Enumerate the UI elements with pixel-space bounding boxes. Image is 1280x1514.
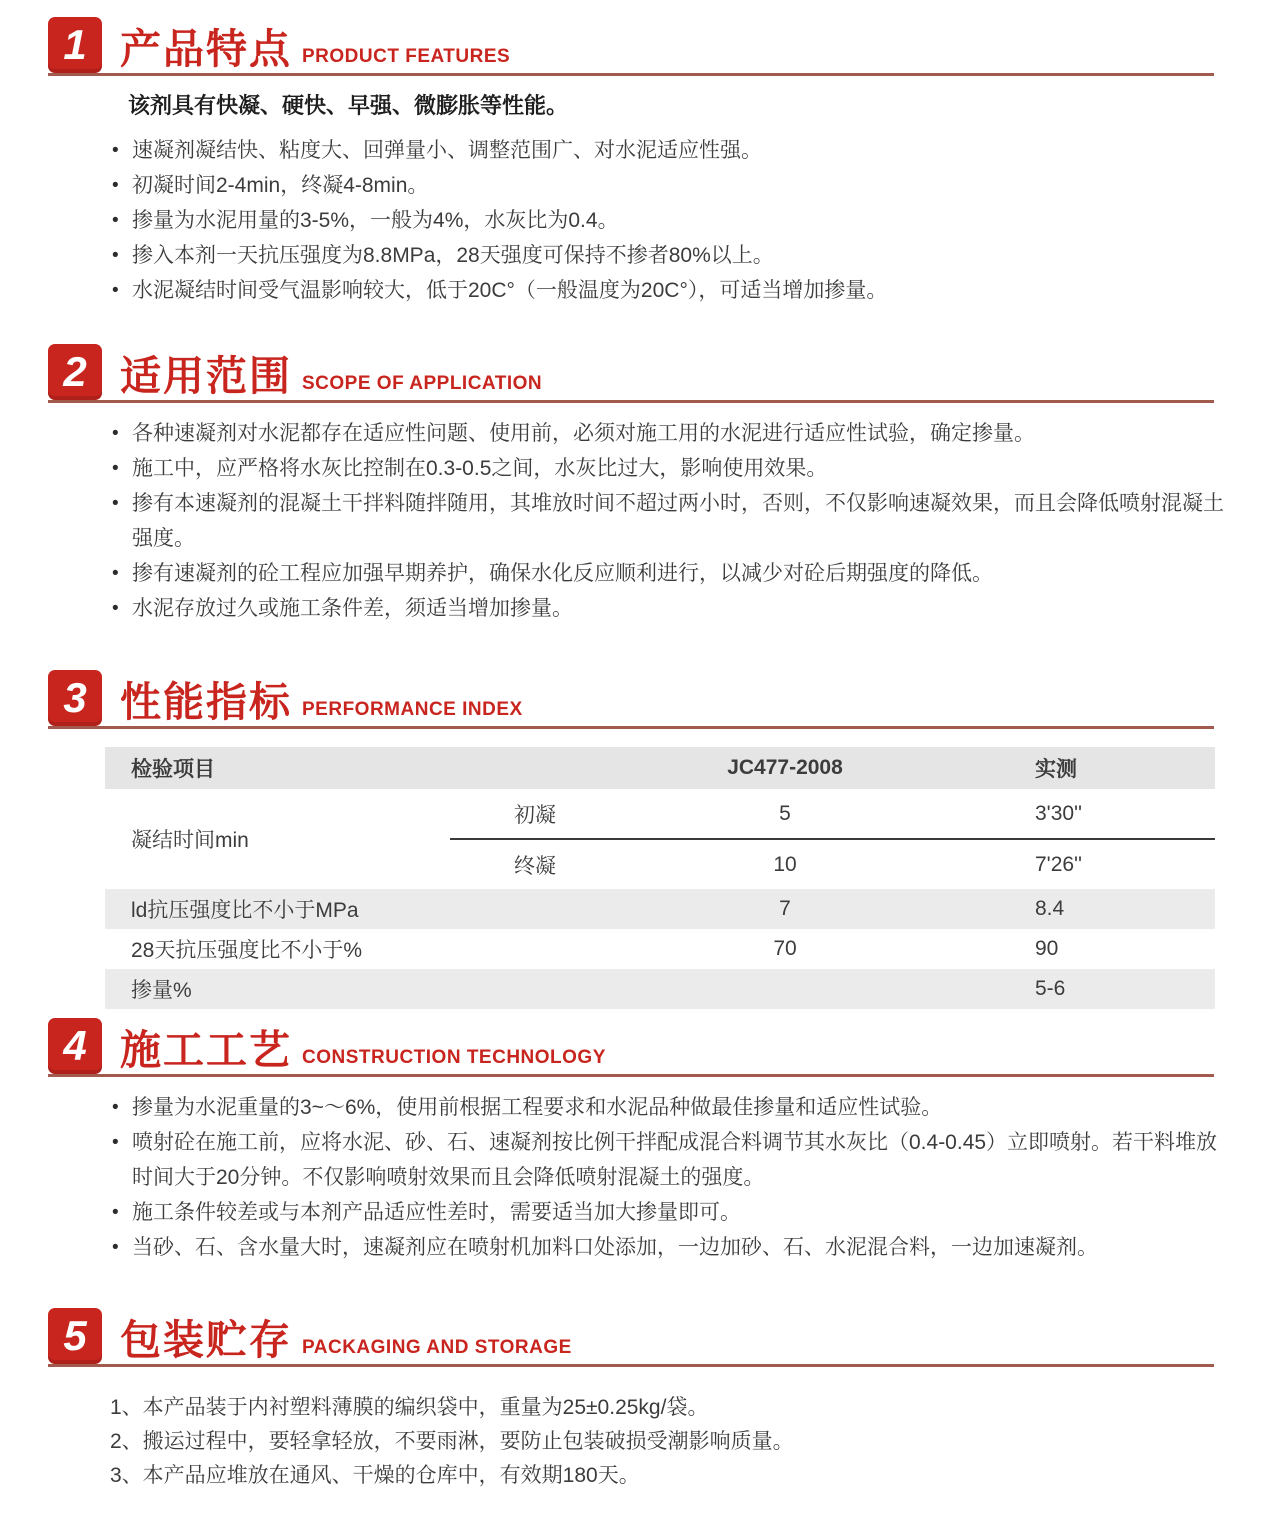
section-5-number-badge: 5 <box>48 1308 102 1364</box>
performance-table <box>105 747 1215 1009</box>
section-3-number-badge: 3 <box>48 670 102 726</box>
product-features-list <box>110 133 1234 308</box>
table-header-standard: JC477-2008 <box>620 747 950 789</box>
table-cell-measured: 8.4 <box>950 889 1215 929</box>
table-row-1d-strength <box>105 889 1215 929</box>
bullet-item: • 掺量为水泥用量的3-5%，一般为4%，水灰比为0.4。 <box>110 203 1234 238</box>
table-cell-label: 28天抗压强度比不小于% <box>131 939 363 962</box>
construction-list <box>110 1090 1234 1265</box>
table-cell-final-measured: 7'26'' <box>950 839 1215 889</box>
bullet-item: • 当砂、石、含水量大时，速凝剂应在喷射机加料口处添加，一边加砂、石、水泥混合料，一边加速凝剂。 <box>110 1230 1234 1265</box>
section-1-title-en: PRODUCT FEATURES <box>302 46 511 67</box>
table-cell-measured: 5-6 <box>950 969 1215 1009</box>
section-5-title-zh: 包装贮存 <box>120 1317 292 1363</box>
section-packaging-storage <box>0 1309 1280 1493</box>
section-1-number-badge: 1 <box>48 17 102 73</box>
section-3-title-en: PERFORMANCE INDEX <box>302 699 523 720</box>
scope-list <box>110 416 1234 626</box>
section-5-title-en: PACKAGING AND STORAGE <box>302 1337 572 1358</box>
section-2-number-badge: 2 <box>48 344 102 400</box>
bullet-item: • 掺有速凝剂的砼工程应加强早期养护，确保水化反应顺利进行，以减少对砼后期强度的降低。 <box>110 556 1234 591</box>
bullet-item: • 喷射砼在施工前，应将水泥、砂、石、速凝剂按比例干拌配成混合料调节其水灰比（0.4-0.45）立即喷射。若干料堆放时间大于20分钟。不仅影响喷射效果而且会降低喷射混凝土的强度。 <box>110 1125 1234 1195</box>
numbered-item: 3、本产品应堆放在通风、干燥的仓库中，有效期180天。 <box>110 1464 640 1487</box>
table-row-28d-strength <box>105 929 1215 969</box>
bullet-item: • 速凝剂凝结快、粘度大、回弹量小、调整范围广、对水泥适应性强。 <box>110 133 1234 168</box>
section-2-title-en: SCOPE OF APPLICATION <box>302 373 543 394</box>
section-construction-technology <box>0 1019 1280 1265</box>
bullet-item: • 施工条件较差或与本剂产品适应性差时，需要适当加大掺量即可。 <box>110 1195 1234 1230</box>
section-2-title-zh: 适用范围 <box>120 353 292 399</box>
section-1-title-zh: 产品特点 <box>120 26 292 72</box>
table-header-row <box>105 747 1215 789</box>
table-cell-standard <box>620 969 950 1009</box>
section-3-header <box>48 671 1214 729</box>
table-cell-label: 掺量% <box>105 969 620 1009</box>
table-cell-label: ld抗压强度比不小于MPa <box>105 889 620 929</box>
table-cell-measured: 90 <box>1035 937 1059 960</box>
bullet-item: • 各种速凝剂对水泥都存在适应性问题、使用前，必须对施工用的水泥进行适应性试验，确定掺量。 <box>110 416 1234 451</box>
table-cell-initial-label: 初凝 <box>450 789 620 839</box>
table-row-initial-setting <box>105 789 1215 839</box>
bullet-item: • 掺入本剂一天抗压强度为8.8MPa，28天强度可保持不掺者80%以上。 <box>110 238 1234 273</box>
table-cell-standard: 7 <box>620 889 950 929</box>
table-cell-setting-time-label: 凝结时间min <box>105 789 450 889</box>
bullet-item: • 水泥凝结时间受气温影响较大，低于20C°（一般温度为20C°），可适当增加掺量。 <box>110 273 1234 308</box>
table-header-measured: 实测 <box>950 747 1215 789</box>
bullet-item: • 初凝时间2-4min，终凝4-8min。 <box>110 168 1234 203</box>
bullet-item: • 掺量为水泥重量的3~～6%，使用前根据工程要求和水泥品种做最佳掺量和适应性试验。 <box>110 1090 1234 1125</box>
section-scope-of-application <box>0 345 1280 626</box>
numbered-item: 2、搬运过程中，要轻拿轻放，不要雨淋，要防止包装破损受潮影响质量。 <box>110 1430 794 1453</box>
table-row-dosage <box>105 969 1215 1009</box>
table-cell-initial-standard: 5 <box>620 789 950 839</box>
section-3-title-zh: 性能指标 <box>120 679 292 725</box>
table-cell-final-label: 终凝 <box>450 839 620 889</box>
bullet-item: • 施工中，应严格将水灰比控制在0.3-0.5之间，水灰比过大，影响使用效果。 <box>110 451 1234 486</box>
section-4-title-zh: 施工工艺 <box>120 1027 292 1073</box>
section-product-features <box>0 18 1280 308</box>
section-5-header <box>48 1309 1214 1367</box>
numbered-item: 1、本产品装于内衬塑料薄膜的编织袋中，重量为25±0.25kg/袋。 <box>110 1396 709 1419</box>
table-cell-standard: 70 <box>773 937 797 960</box>
section-4-number-badge: 4 <box>48 1018 102 1074</box>
section-performance-index <box>0 671 1280 1009</box>
section-4-header <box>48 1019 1214 1077</box>
packaging-list <box>110 1391 1234 1493</box>
product-features-intro: 该剂具有快凝、硬快、早强、微膨胀等性能。 <box>128 93 569 118</box>
section-2-header <box>48 345 1214 403</box>
section-1-header <box>48 18 1214 76</box>
table-cell-initial-measured: 3'30'' <box>950 789 1215 839</box>
table-cell-final-standard: 10 <box>620 839 950 889</box>
bullet-item: • 掺有本速凝剂的混凝土干拌料随拌随用，其堆放时间不超过两小时，否则，不仅影响速凝效果，而且会降低喷射混凝土强度。 <box>110 486 1234 556</box>
section-4-title-en: CONSTRUCTION TECHNOLOGY <box>302 1047 606 1068</box>
bullet-item: • 水泥存放过久或施工条件差，须适当增加掺量。 <box>110 591 1234 626</box>
table-header-item: 检验项目 <box>105 747 620 789</box>
